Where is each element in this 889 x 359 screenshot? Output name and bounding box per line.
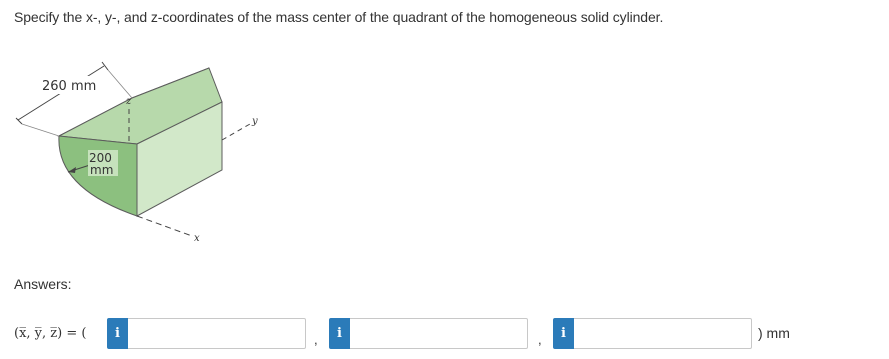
- dim-label-200-unit: mm: [90, 163, 114, 177]
- separator-1: ,: [314, 332, 318, 347]
- figure-svg: [12, 48, 262, 248]
- info-icon-x[interactable]: i: [107, 318, 128, 349]
- dim-label-200-value: 200: [89, 151, 112, 165]
- separator-2: ,: [538, 332, 542, 347]
- cylinder-quadrant-figure: [12, 48, 262, 248]
- answers-label: Answers:: [14, 276, 72, 292]
- coordinate-label: (x̅, y̅, z̅) = (: [14, 326, 87, 341]
- info-icon-y[interactable]: i: [329, 318, 350, 349]
- y-axis: [222, 124, 250, 140]
- y-axis-label: y: [252, 116, 258, 127]
- x-axis-label: x: [194, 233, 200, 244]
- info-icon-z[interactable]: i: [553, 318, 574, 349]
- answer-row: [14, 318, 874, 351]
- y-bar-input[interactable]: [350, 318, 528, 349]
- x-axis: [137, 216, 192, 236]
- z-axis-label: z: [126, 96, 132, 107]
- unit-label: ) mm: [758, 325, 790, 341]
- x-bar-input[interactable]: [128, 318, 306, 349]
- z-bar-input[interactable]: [574, 318, 752, 349]
- dim-label-260: 260 mm: [42, 79, 97, 94]
- question-text: Specify the x-, y-, and z-coordinates of the mass center of the quadrant of the homogeneous solid cylinder.: [14, 9, 664, 25]
